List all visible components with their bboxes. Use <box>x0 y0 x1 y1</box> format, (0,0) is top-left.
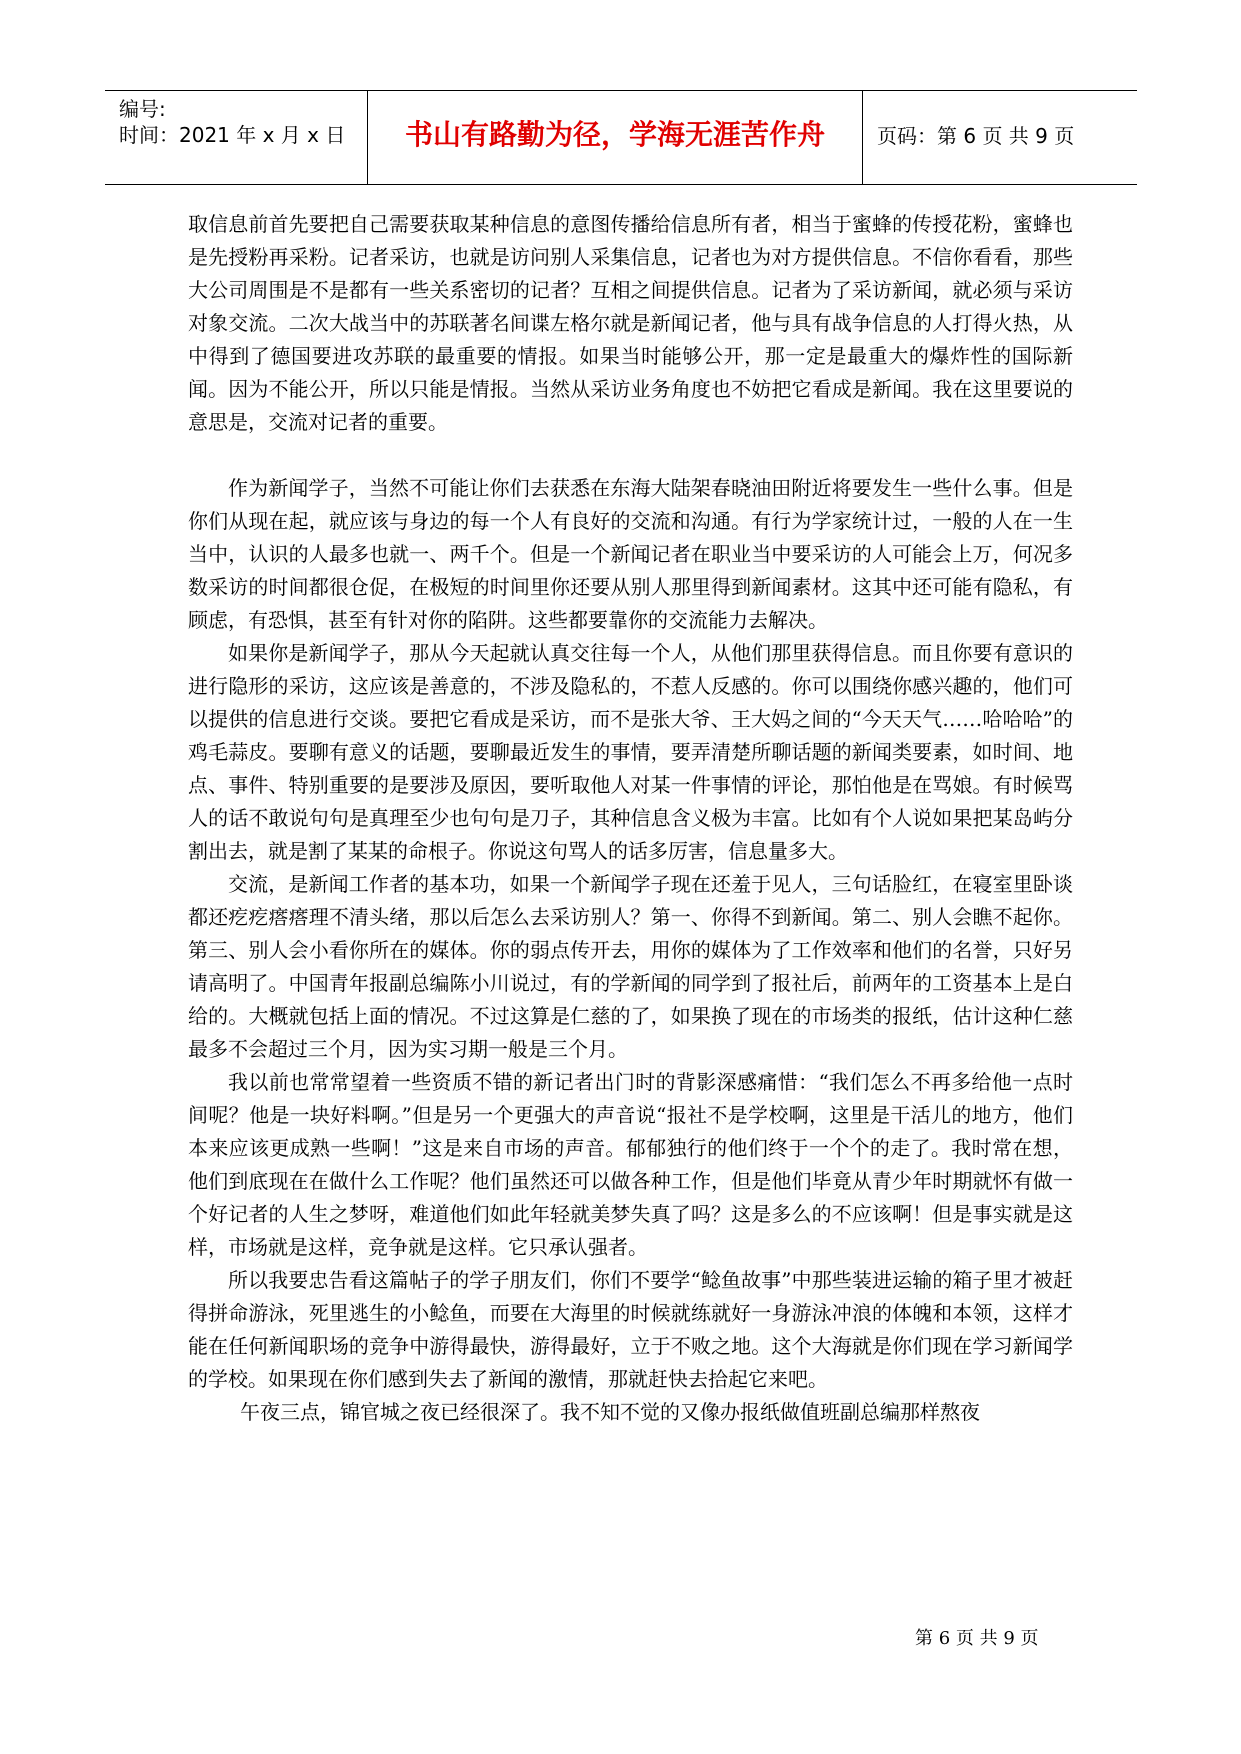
paragraph: 所以我要忠告看这篇帖子的学子朋友们，你们不要学“鲶鱼故事”中那些装进运输的箱子里才被赶得拼命游泳，死里逃生的小鲶鱼，而要在大海里的时候就练就好一身游泳冲浪的体魄和本领，这样才能在任何新闻职场的竞争中游得最快，游得最好，立于不败之地。这个大海就是你们现在学习新闻学的学校。如果现在你们感到失去了新闻的激情，那就赶快去拾起它来吧。 <box>188 1268 1073 1391</box>
paragraph: 午夜三点，锦官城之夜已经很深了。我不知不觉的又像办报纸做值班副总编那样熬夜 <box>240 1400 980 1424</box>
paragraph: 取信息前首先要把自己需要获取某种信息的意图传播给信息所有者，相当于蜜蜂的传授花粉，蜜蜂也是先授粉再采粉。记者采访，也就是访问别人采集信息，记者也为对方提供信息。不信你看看，那些大公司周围是不是都有一些关系密切的记者？互相之间提供信息。记者为了采访新闻，就必须与采访对象交流。二次大战当中的苏联著名间谍左格尔就是新闻记者，他与具有战争信息的人打得火热，从中得到了德国要进攻苏联的最重要的情报。如果当时能够公开，那一定是最重大的爆炸性的国际新闻。因为不能公开，所以只能是情报。当然从采访业务角度也不妨把它看成是新闻。我在这里要说的意思是，交流对记者的重要。 <box>188 212 1073 434</box>
header-info-cell <box>105 91 368 184</box>
serial-number-label: 编号: <box>119 97 166 121</box>
page-header <box>105 90 1137 185</box>
header-motto-cell <box>368 91 863 184</box>
paragraph: 我以前也常常望着一些资质不错的新记者出门时的背影深感痛惜：“我们怎么不再多给他一点时间呢？他是一块好料啊。”但是另一个更强大的声音说“报社不是学校啊，这里是干活儿的地方，他们本来应该更成熟一些啊！”这是来自市场的声音。郁郁独行的他们终于一个个的走了。我时常在想，他们到底现在在做什么工作呢？他们虽然还可以做各种工作，但是他们毕竟从青少年时期就怀有做一个好记者的人生之梦呀，难道他们如此年轻就美梦失真了吗？这是多么的不应该啊！但是事实就是这样，市场就是这样，竞争就是这样。它只承认强者。 <box>188 1070 1073 1259</box>
document-body <box>188 208 1073 1429</box>
motto-title: 书山有路勤为径，学海无涯苦作舟 <box>404 118 825 151</box>
page-footer: 第 6 页 共 9 页 <box>915 1628 1039 1649</box>
paragraph: 作为新闻学子，当然不可能让你们去获悉在东海大陆架春晓油田附近将要发生一些什么事。但是你们从现在起，就应该与身边的每一个人有良好的交流和沟通。有行为学家统计过，一般的人在一生当中，认识的人最多也就一、两千个。但是一个新闻记者在职业当中要采访的人可能会上万，何况多数采访的时间都很仓促，在极短的时间里你还要从别人那里得到新闻素材。这其中还可能有隐私，有顾虑，有恐惧，甚至有针对你的陷阱。这些都要靠你的交流能力去解决。 <box>188 476 1073 632</box>
paragraph: 交流，是新闻工作者的基本功，如果一个新闻学子现在还羞于见人，三句话脸红，在寝室里卧谈都还疙疙瘩瘩理不清头绪，那以后怎么去采访别人？第一、你得不到新闻。第二、别人会瞧不起你。第三、别人会小看你所在的媒体。你的弱点传开去，用你的媒体为了工作效率和他们的名誉，只好另请高明了。中国青年报副总编陈小川说过，有的学新闻的同学到了报社后，前两年的工资基本上是白给的。大概就包括上面的情况。不过这算是仁慈的了，如果换了现在的市场类的报纸，估计这种仁慈最多不会超过三个月，因为实习期一般是三个月。 <box>188 872 1073 1061</box>
paragraph: 如果你是新闻学子，那从今天起就认真交往每一个人，从他们那里获得信息。而且你要有意识的进行隐形的采访，这应该是善意的，不涉及隐私的，不惹人反感的。你可以围绕你感兴趣的，他们可以提供的信息进行交谈。要把它看成是采访，而不是张大爷、王大妈之间的“今天天气……哈哈哈”的鸡毛蒜皮。要聊有意义的话题，要聊最近发生的事情，要弄清楚所聊话题的新闻类要素，如时间、地点、事件、特别重要的是要涉及原因，要听取他人对某一件事情的评论，那怕他是在骂娘。有时候骂人的话不敢说句句是真理至少也句句是刀子，其种信息含义极为丰富。比如有个人说如果把某岛屿分割出去，就是割了某某的命根子。你说这句骂人的话多厉害，信息量多大。 <box>188 641 1073 863</box>
date-label: 时间：2021 年 x 月 x 日 <box>119 123 346 147</box>
page-code-label: 页码：第 6 页 共 9 页 <box>877 124 1075 148</box>
header-page-cell <box>863 91 1137 184</box>
